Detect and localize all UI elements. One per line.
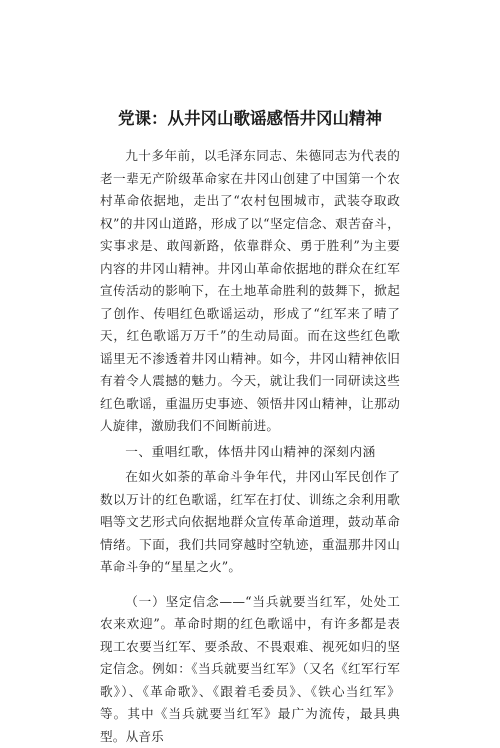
document-body — [100, 145, 400, 748]
subsection-paragraph: （一）坚定信念——“当兵就要当红军，处处工农来欢迎”。革命时期的红色歌谣中，有许多都是表现工农要当红军、要杀敌、不畏艰难、视死如归的坚定信念。例如：《当兵就要当红军》（又名《红军行军歌》）、《革命歌》、《跟着毛委员》、《铁心当红军》等。其中《当兵就要当红军》最广为流传，最具典型。从音乐 — [100, 591, 400, 748]
section-heading: 一、重唱红歌，体悟井冈山精神的深刻内涵 — [100, 441, 400, 464]
intro-paragraph: 九十多年前，以毛泽东同志、朱德同志为代表的老一辈无产阶级革命家在井冈山创建了中国第一个农村革命依据地，走出了“农村包围城市，武装夺取政权”的井冈山道路，形成了以“坚定信念、艰苦奋斗，实事求是、敢闯新路，依靠群众、勇于胜利”为主要内容的井冈山精神。井冈山革命依据地的群众在红军宣传活动的影响下，在土地革命胜利的鼓舞下，掀起了创作、传唱红色歌谣运动，形成了“红军来了晴了天，红色歌谣万万千”的生动局面。而在这些红色歌谣里无不渗透着井冈山精神。如今，井冈山精神依旧有着令人震撼的魅力。今天，就让我们一同研读这些红色歌谣，重温历史事迹、领悟井冈山精神，让那动人旋律，激励我们不间断前进。 — [100, 145, 400, 438]
document-title: 党课：从井冈山歌谣感悟井冈山精神 — [0, 108, 500, 130]
section-paragraph: 在如火如荼的革命斗争年代，井冈山军民创作了数以万计的红色歌谣，红军在打仗、训练之余利用歌唱等文艺形式向依据地群众宣传革命道理，鼓动革命情绪。下面，我们共同穿越时空轨迹，重温那井冈山革命斗争的“星星之火”。 — [100, 466, 400, 579]
